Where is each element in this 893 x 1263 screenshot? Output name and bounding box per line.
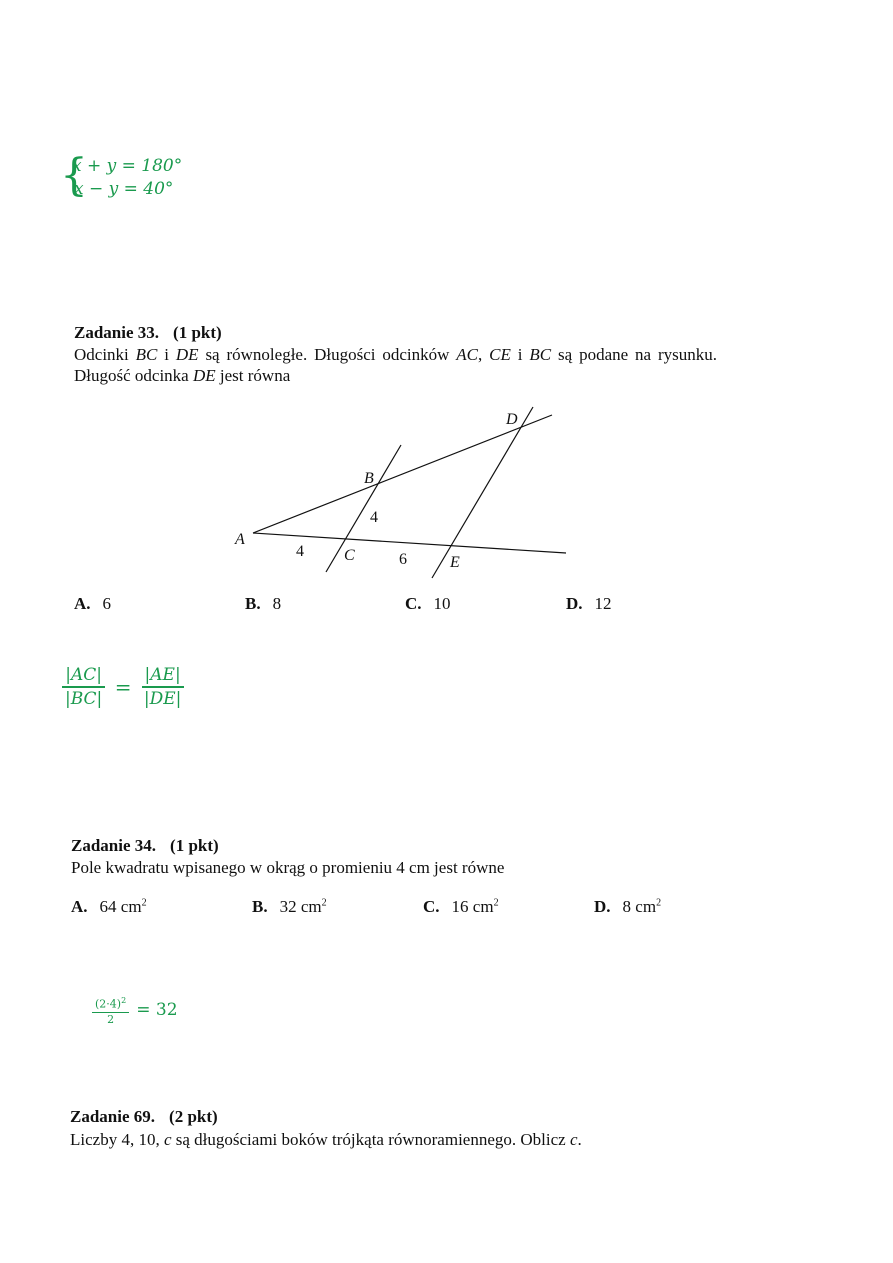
line-bc: [326, 445, 401, 572]
length-bc: 4: [370, 509, 378, 526]
length-ac: 4: [296, 543, 304, 560]
task34-option-a[interactable]: A. 64 $cm^2$: [71, 897, 147, 916]
task33-text-line2: Długość odcinka DE jest równa: [74, 366, 291, 385]
task33-title: Zadanie 33. (1 pkt): [74, 323, 222, 342]
line-de: [432, 407, 533, 578]
task34-option-b[interactable]: B. 32 $cm^2$: [252, 897, 327, 916]
label-e: E: [450, 554, 460, 571]
label-a: A: [235, 531, 245, 548]
line-a-d: [253, 415, 552, 533]
area-fraction: $\frac{(2\cdot 4)^2}{2}$: [92, 994, 129, 1027]
area-result: = 32: [136, 1000, 178, 1021]
task33-option-c[interactable]: C. 10: [405, 594, 451, 613]
task34-option-d[interactable]: D. 8 $cm^2$: [594, 897, 662, 916]
note-area: [92, 994, 178, 1027]
ratio-right: $\frac{|AE|}{|DE|}$: [141, 664, 185, 710]
task34-text: Pole kwadratu wpisanego w okrąg o promieniu 4 cm jest równe: [71, 858, 505, 877]
task34-title: Zadanie 34. (1 pkt): [71, 836, 219, 855]
note-ratio: [62, 664, 184, 710]
brace-symbol: {: [60, 150, 88, 201]
ratio-left: $\frac{|AC|}{|BC|}$: [62, 664, 105, 710]
label-b: B: [364, 470, 374, 487]
label-c: C: [344, 547, 355, 564]
task33-option-d[interactable]: D. 12: [566, 594, 612, 613]
equation-1: x + y = 180°: [72, 156, 183, 176]
task69-text: Liczby 4, 10, c są długościami boków trójkąta równoramiennego. Oblicz c.: [70, 1130, 582, 1149]
task69-title: Zadanie 69. (2 pkt): [70, 1107, 218, 1126]
length-ce: 6: [399, 551, 407, 568]
task34-option-c[interactable]: C. 16 $cm^2$: [423, 897, 499, 916]
task33-option-a[interactable]: A. 6: [74, 594, 112, 613]
task33-text-line1: Odcinki BC i DE są równoległe. Długości odcinków AC, CE i BC są podane na rysunku.: [74, 345, 717, 364]
ratio-equals: =: [114, 675, 132, 699]
equation-2: x − y = 40°: [74, 179, 174, 199]
label-d: D: [506, 411, 518, 428]
task33-option-b[interactable]: B. 8: [245, 594, 282, 613]
